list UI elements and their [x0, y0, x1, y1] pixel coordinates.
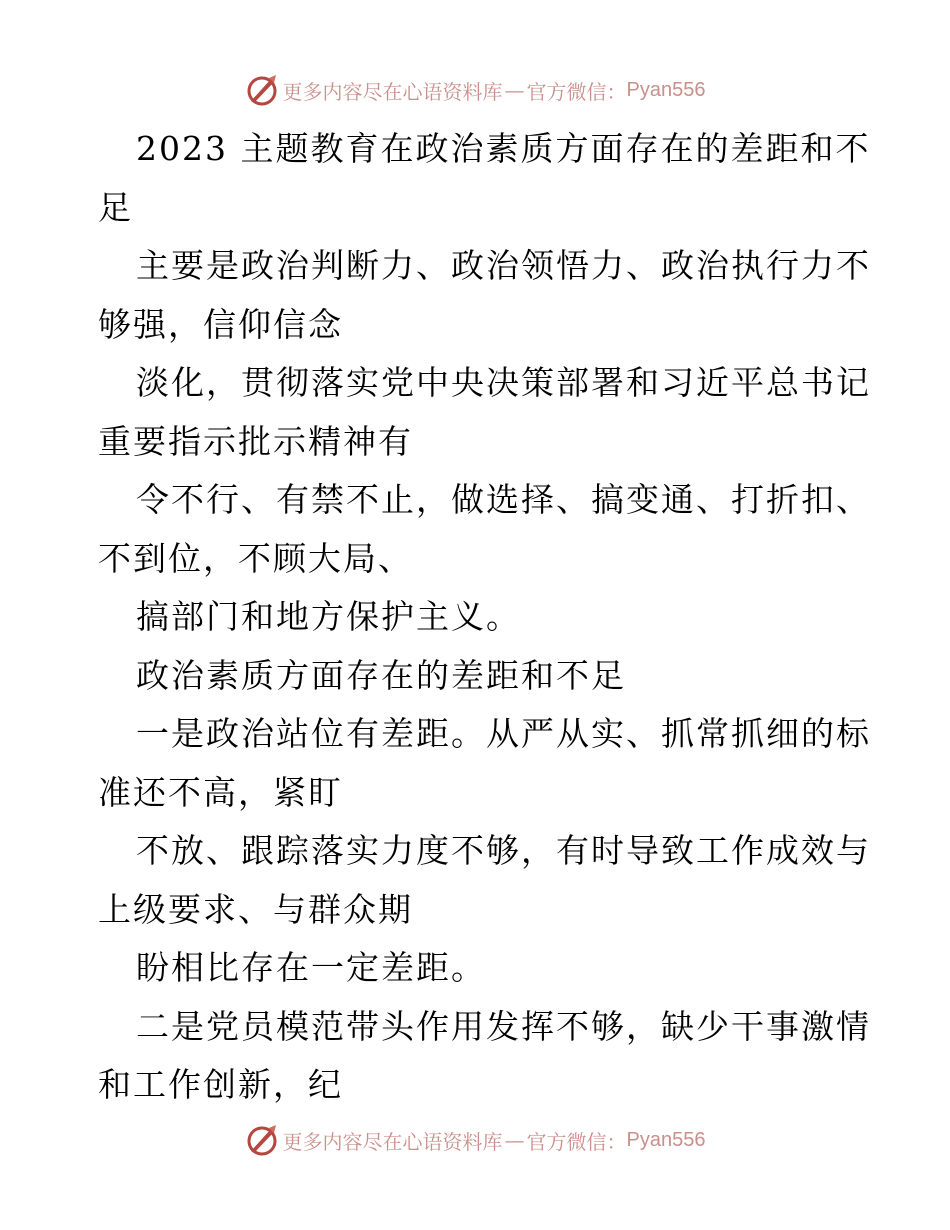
paragraph-line: 淡化，贯彻落实党中央决策部署和习近平总书记 — [136, 363, 871, 402]
quill-circle-icon — [245, 73, 279, 107]
watermark-wechat-id: Pyan556 — [626, 78, 706, 101]
paragraph-line: 一是政治站位有差距。从严从实、抓常抓细的标 — [136, 714, 871, 753]
paragraph-line: 不到位，不顾大局、 — [98, 538, 413, 578]
paragraph-line: 和工作创新，纪 — [98, 1065, 343, 1104]
paragraph-line: 重要指示批示精神有 — [98, 421, 413, 461]
paragraph-line: 搞部门和地方保护主义。 — [136, 597, 521, 636]
footer-watermark — [0, 1120, 950, 1160]
document-body — [98, 120, 871, 1115]
watermark-wechat-label: 官方微信： — [526, 79, 627, 104]
paragraph-line: 不放、跟踪落实力度不够，有时导致工作成效与 — [136, 831, 871, 870]
watermark-dash: — — [504, 1128, 525, 1152]
paragraph-line: 上级要求、与群众期 — [98, 889, 413, 929]
watermark-text: 更多内容尽在心语资料库 — [282, 79, 503, 104]
paragraph-line: 盼相比存在一定差距。 — [136, 948, 486, 987]
paragraph-line: 令不行、有禁不止，做选择、搞变通、打折扣、 — [136, 480, 871, 519]
paragraph-line: 主要是政治判断力、政治领悟力、政治执行力不 — [136, 246, 871, 285]
quill-circle-icon — [245, 1123, 279, 1157]
paragraph-line: 够强，信仰信念 — [98, 304, 343, 344]
watermark-dash: — — [504, 78, 525, 102]
watermark-wechat-id: Pyan556 — [626, 1128, 706, 1151]
watermark-text: 更多内容尽在心语资料库 — [282, 1129, 503, 1154]
document-title-line-2: 足 — [98, 187, 133, 227]
header-watermark — [0, 70, 950, 110]
section-heading: 政治素质方面存在的差距和不足 — [136, 655, 626, 695]
document-title-line-1: 2023 主题教育在政治素质方面存在的差距和不 — [136, 129, 871, 168]
paragraph-line: 准还不高，紧盯 — [98, 772, 343, 812]
paragraph-line: 二是党员模范带头作用发挥不够，缺少干事激情 — [136, 1006, 871, 1046]
watermark-wechat-label: 官方微信： — [526, 1129, 627, 1154]
